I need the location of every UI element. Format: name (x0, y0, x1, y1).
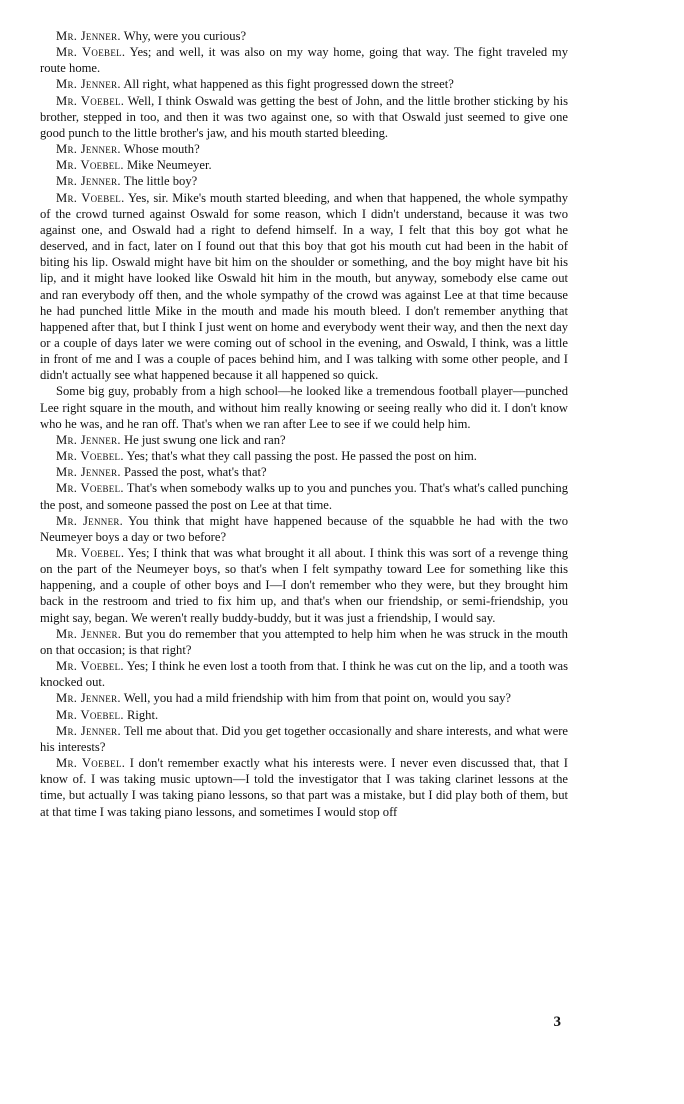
speaker-label: Mr. Voebel. (56, 190, 125, 205)
paragraph-text: Yes; I think he even lost a tooth from that. I think he was cut on the lip, and a tooth was knocked out. (40, 659, 568, 690)
paragraph-text: Well, you had a mild friendship with him from that point on, would you say? (120, 691, 512, 706)
paragraph-text: Why, were you curious? (120, 29, 247, 43)
paragraph-text: Right. (123, 707, 159, 722)
speaker-label: Mr. Voebel. (56, 756, 126, 771)
paragraph-text: Passed the post, what's that? (120, 465, 267, 480)
speaker-label: Mr. Voebel. (56, 707, 124, 722)
transcript-paragraph (40, 755, 568, 820)
transcript-paragraph (40, 707, 568, 723)
transcript-paragraph (40, 93, 568, 141)
transcript-paragraph (40, 658, 568, 690)
speaker-label: Mr. Jenner. (56, 432, 121, 447)
speaker-label: Mr. Voebel. (56, 659, 124, 674)
transcript-paragraph (40, 626, 568, 658)
transcript-paragraph (40, 464, 568, 480)
speaker-label: Mr. Voebel. (56, 93, 125, 108)
speaker-label: Mr. Jenner. (56, 513, 124, 528)
speaker-label: Mr. Jenner. (56, 142, 121, 157)
speaker-label: Mr. Voebel. (56, 481, 124, 496)
transcript-paragraph (40, 723, 568, 755)
speaker-label: Mr. Jenner. (56, 77, 121, 92)
transcript-paragraph (40, 383, 568, 431)
transcript-paragraph (40, 157, 568, 173)
paragraph-text: Yes; and well, it was also on my way home, going that way. The fight traveled my route home. (40, 45, 569, 76)
speaker-label: Mr. Jenner. (56, 691, 121, 706)
paragraph-text: Well, I think Oswald was getting the best of John, and the little brother sticking by his brother, stepped in too, and then it was two against one, so with that Oswald just seemed to give one good punch to the little brother's jaw, and his mouth started bleeding. (40, 93, 568, 140)
transcript-paragraph (40, 448, 568, 464)
paragraph-text: Whose mouth? (120, 142, 200, 157)
transcript-paragraph (40, 545, 568, 626)
transcript-page (40, 28, 568, 820)
transcript-paragraph (40, 513, 568, 545)
transcript-paragraph (40, 480, 568, 512)
transcript-paragraph (40, 190, 568, 384)
transcript-paragraph (40, 28, 568, 44)
paragraph-text: But you do remember that you attempted to help him when he was struck in the mouth on that occasion; is that right? (40, 626, 568, 657)
page-number: 3 (553, 1014, 561, 1030)
speaker-label: Mr. Jenner. (56, 174, 121, 189)
speaker-label: Mr. Jenner. (56, 465, 121, 480)
transcript-paragraph (40, 44, 568, 76)
speaker-label: Mr. Voebel. (56, 45, 126, 60)
paragraph-text: That's when somebody walks up to you and punches you. That's what's called punching the post, and someone passed the post on Lee at that time. (40, 481, 568, 512)
paragraph-text: Mike Neumeyer. (123, 158, 212, 173)
paragraph-text: You think that might have happened because of the squabble he had with the two Neumeyer boys a day or two before? (40, 513, 568, 544)
paragraph-text: The little boy? (120, 174, 198, 189)
transcript-paragraph (40, 432, 568, 448)
transcript-paragraph (40, 76, 568, 92)
transcript-paragraph (40, 141, 568, 157)
paragraph-text: Yes, sir. Mike's mouth started bleeding, and when that happened, the whole sympathy of the crowd turned against Oswald for some reason, which I didn't understand, because it was two against one, and Oswald had a right to defend himself. In a way, I felt that this boy got what he deserved, and in fact, later on I found out that this boy that got his mouth cut had been in the habit of biting his lip. Oswald might have bit him on the shoulder or something, and the boy might have bit his lip, and it might have looked like Oswald hit him in the mouth, but anyway, somebody else came out and ran everybody off then, and the whole sympathy of the crowd was against Lee at that time because he had punched little Mike in the mouth and made his mouth bleed. I don't remember anything that happened after that, but I think I just went on home and everybody went their way, and then the next day or a couple of days later we were coming out of school in the evening, and Oswald, I think, was a little in front of me and I was a couple of paces behind him, and I was talking with some other people, and I didn't actually see what happened because it all happened so quick. (40, 190, 568, 383)
paragraph-text: I don't remember exactly what his interests were. I never even discussed that, that I know of. I was taking music uptown—I told the investigator that I was taking clarinet lessons at the time, but actually I was taking piano lessons, so that part was a mistake, but I did play both of them, but at that time I was taking piano lessons, and sometimes I would stop off (40, 756, 568, 819)
paragraph-text: Yes; I think that was what brought it all about. I think this was sort of a revenge thing on the part of the Neumeyer boys, so that's when I felt sympathy toward Lee for something like this happening, and a couple of other boys and I—I don't remember who they were, but they brought him back in the restroom and tried to fix him up, and that's when our friendship, or semi-friendship, you might say, began. We weren't really buddy-buddy, but it was just a friendship, I would say. (40, 546, 568, 625)
paragraph-text: Tell me about that. Did you get together occasionally and share interests, and what were his interests? (40, 723, 568, 754)
speaker-label: Mr. Voebel. (56, 546, 125, 560)
paragraph-text: He just swung one lick and ran? (120, 432, 286, 447)
transcript-paragraph (40, 173, 568, 189)
paragraph-text: All right, what happened as this fight progressed down the street? (120, 77, 454, 92)
paragraph-text: Some big guy, probably from a high school—he looked like a tremendous football player—punched Lee right square in the mouth, and without him really knowing or seeing really who did it. I don't know who he was, and he ran off. That's when we ran after Lee to see if we could help him. (40, 384, 568, 431)
speaker-label: Mr. Voebel. (56, 449, 124, 464)
speaker-label: Mr. Jenner. (56, 29, 121, 43)
transcript-paragraph (40, 690, 568, 706)
paragraph-text: Yes; that's what they call passing the post. He passed the post on him. (123, 449, 477, 464)
speaker-label: Mr. Voebel. (56, 158, 124, 173)
speaker-label: Mr. Jenner. (56, 723, 121, 738)
speaker-label: Mr. Jenner. (56, 626, 122, 641)
